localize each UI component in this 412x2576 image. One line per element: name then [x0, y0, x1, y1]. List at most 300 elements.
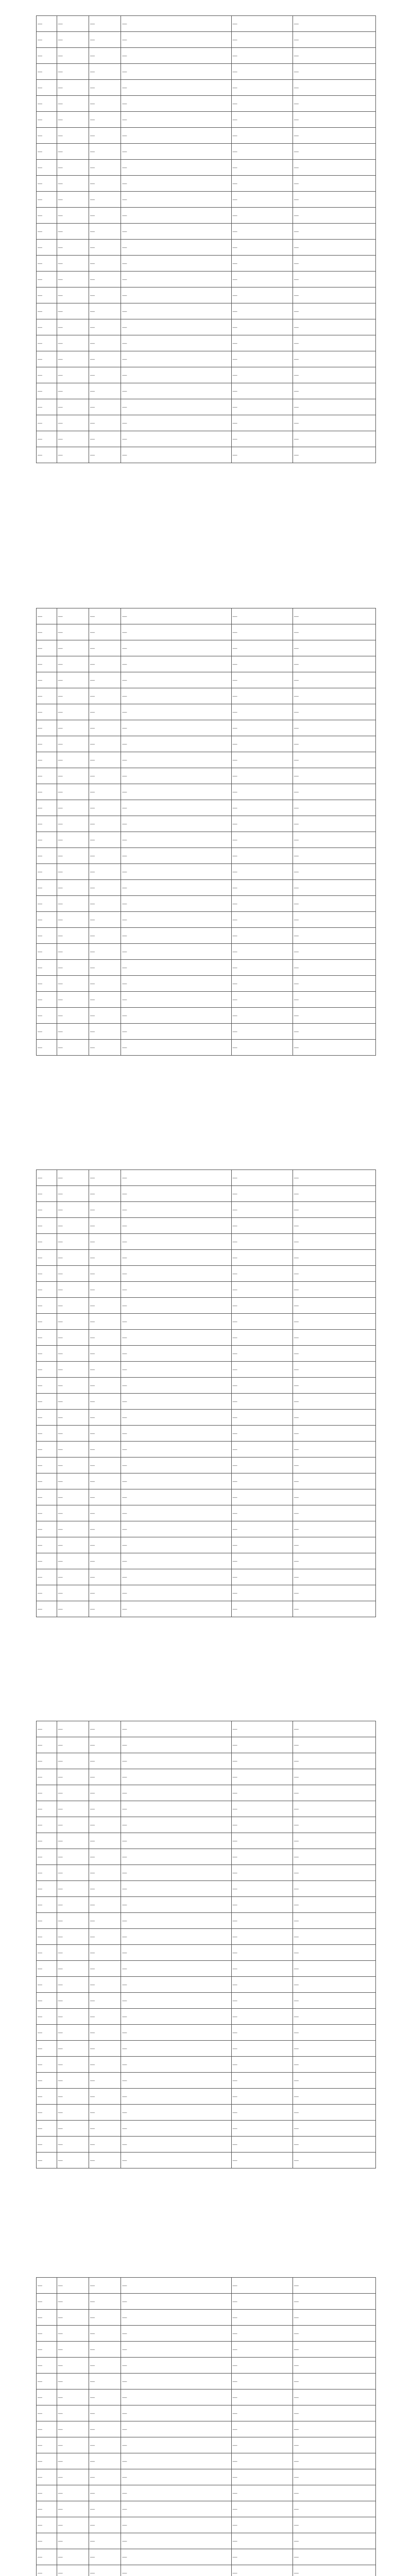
table-cell: — — [293, 1202, 375, 1218]
table-row — [37, 2437, 376, 2453]
table-cell: — — [231, 160, 293, 176]
table-cell: — — [89, 1250, 121, 1266]
table-row — [37, 848, 376, 864]
table-cell: — — [231, 640, 293, 656]
table-cell: — — [57, 176, 89, 192]
table-cell: — — [37, 1024, 57, 1040]
table-row — [37, 1553, 376, 1569]
table-cell: — — [121, 2453, 231, 2469]
table-cell: — — [121, 2549, 231, 2565]
table-cell: — — [121, 287, 231, 303]
table-cell: — — [57, 1040, 89, 1056]
table-cell: — — [121, 720, 231, 736]
table-cell: — — [37, 1553, 57, 1569]
table-cell: — — [57, 256, 89, 272]
table-cell: — — [89, 832, 121, 848]
table-cell: — — [89, 303, 121, 319]
table-cell: — — [231, 608, 293, 624]
table-cell: — — [231, 2358, 293, 2374]
table-cell: — — [57, 2469, 89, 2485]
table-cell: — — [231, 2374, 293, 2389]
table-cell: — — [293, 880, 375, 896]
table-cell: — — [231, 2437, 293, 2453]
table-cell: — — [89, 2565, 121, 2576]
table-cell: — — [89, 1024, 121, 1040]
table-cell: — — [57, 2389, 89, 2405]
table-cell: — — [37, 1330, 57, 1346]
table-cell: — — [89, 1585, 121, 1601]
table-cell: — — [121, 1298, 231, 1314]
table-cell: — — [231, 1569, 293, 1585]
table-cell: — — [89, 160, 121, 176]
table-cell: — — [231, 176, 293, 192]
table-cell: — — [293, 816, 375, 832]
table-row — [37, 335, 376, 351]
table-cell: — — [231, 2565, 293, 2576]
table-cell: — — [121, 1977, 231, 1993]
table-cell: — — [231, 48, 293, 64]
table-cell: — — [293, 752, 375, 768]
table-cell: — — [293, 656, 375, 672]
table-row — [37, 1785, 376, 1801]
table-cell: — — [231, 1250, 293, 1266]
table-cell: — — [231, 2326, 293, 2342]
table-row — [37, 256, 376, 272]
table-cell: — — [37, 256, 57, 272]
table-cell: — — [89, 688, 121, 704]
table-cell: — — [121, 1585, 231, 1601]
table-cell: — — [231, 976, 293, 992]
table-cell: — — [121, 1362, 231, 1378]
table-cell: — — [37, 2421, 57, 2437]
table-cell: — — [89, 2089, 121, 2105]
table-cell: — — [57, 208, 89, 224]
table-cell: — — [89, 2405, 121, 2421]
table-cell: — — [57, 367, 89, 383]
table-cell: — — [57, 1817, 89, 1833]
table-row — [37, 1769, 376, 1785]
table-cell: — — [293, 224, 375, 240]
table-cell: — — [293, 1170, 375, 1186]
table-cell: — — [121, 2358, 231, 2374]
table-cell: — — [57, 768, 89, 784]
table-cell: — — [57, 1737, 89, 1753]
table-cell: — — [89, 399, 121, 415]
table-cell: — — [37, 752, 57, 768]
table-cell: — — [121, 1537, 231, 1553]
table-cell: — — [57, 80, 89, 96]
table-cell: — — [121, 399, 231, 415]
table-cell: — — [121, 2310, 231, 2326]
table-cell: — — [121, 256, 231, 272]
table-cell: — — [37, 1521, 57, 1537]
table-cell: — — [231, 896, 293, 912]
table-cell: — — [37, 1753, 57, 1769]
table-cell: — — [37, 976, 57, 992]
table-cell: — — [293, 1601, 375, 1617]
table-row — [37, 736, 376, 752]
table-row — [37, 640, 376, 656]
table-cell: — — [37, 240, 57, 256]
table-cell: — — [121, 32, 231, 48]
table-cell: — — [89, 1721, 121, 1737]
table-cell: — — [231, 1977, 293, 1993]
table-cell: — — [121, 1250, 231, 1266]
table-cell: — — [121, 1569, 231, 1585]
table-cell: — — [57, 2121, 89, 2137]
table-cell: — — [57, 752, 89, 768]
table-cell: — — [231, 1521, 293, 1537]
table-cell: — — [37, 2533, 57, 2549]
table-cell: — — [293, 2073, 375, 2089]
table-cell: — — [231, 2009, 293, 2025]
table-cell: — — [231, 1753, 293, 1769]
table-cell: — — [57, 1945, 89, 1961]
table-cell: — — [57, 1785, 89, 1801]
table-cell: — — [57, 608, 89, 624]
table-cell: — — [57, 2009, 89, 2025]
table-cell: — — [231, 672, 293, 688]
table-row — [37, 2326, 376, 2342]
table-cell: — — [57, 431, 89, 447]
table-cell: — — [89, 144, 121, 160]
table-cell: — — [293, 2374, 375, 2389]
table-cell: — — [37, 2517, 57, 2533]
table-cell: — — [293, 1505, 375, 1521]
table-cell: — — [293, 1521, 375, 1537]
table-cell: — — [231, 399, 293, 415]
table-cell: — — [37, 2009, 57, 2025]
table-cell: — — [121, 2533, 231, 2549]
table-cell: — — [89, 2374, 121, 2389]
table-cell: — — [293, 1250, 375, 1266]
table-cell: — — [293, 1410, 375, 1426]
table-cell: — — [293, 1394, 375, 1410]
table-cell: — — [57, 1961, 89, 1977]
table-cell: — — [37, 784, 57, 800]
table-cell: — — [89, 1601, 121, 1617]
table-row — [37, 2517, 376, 2533]
table-cell: — — [231, 303, 293, 319]
table-cell: — — [37, 1410, 57, 1426]
table-cell: — — [121, 2057, 231, 2073]
table-cell: — — [57, 1929, 89, 1945]
table-cell: — — [231, 1378, 293, 1394]
table-row — [37, 768, 376, 784]
table-cell: — — [37, 2294, 57, 2310]
table-cell: — — [37, 1442, 57, 1458]
table-cell: — — [231, 1362, 293, 1378]
table-cell: — — [293, 2009, 375, 2025]
table-row — [37, 192, 376, 208]
table-cell: — — [57, 640, 89, 656]
table-cell: — — [89, 960, 121, 976]
table-cell: — — [89, 1865, 121, 1881]
table-cell: — — [89, 1426, 121, 1442]
table-row — [37, 1737, 376, 1753]
table-row — [37, 2009, 376, 2025]
table-cell: — — [293, 1897, 375, 1913]
table-cell: — — [89, 1008, 121, 1024]
table-cell: — — [57, 128, 89, 144]
table-cell: — — [57, 1569, 89, 1585]
table-cell: — — [121, 976, 231, 992]
table-row — [37, 1266, 376, 1282]
table-row — [37, 64, 376, 80]
table-cell: — — [57, 2501, 89, 2517]
table-cell: — — [89, 2517, 121, 2533]
table-cell: — — [121, 1473, 231, 1489]
table-cell: — — [121, 688, 231, 704]
table-cell: — — [231, 1234, 293, 1250]
table-row — [37, 688, 376, 704]
table-row — [37, 1801, 376, 1817]
table-cell: — — [57, 96, 89, 112]
table-cell: — — [89, 1769, 121, 1785]
table-cell: — — [231, 1785, 293, 1801]
table-cell: — — [121, 784, 231, 800]
table-cell: — — [293, 160, 375, 176]
table-cell: — — [121, 303, 231, 319]
table-cell: — — [89, 224, 121, 240]
table-cell: — — [37, 1833, 57, 1849]
table-cell: — — [37, 2437, 57, 2453]
table-row — [37, 832, 376, 848]
table-row — [37, 2565, 376, 2576]
table-cell: — — [121, 1426, 231, 1442]
table-cell: — — [293, 2025, 375, 2041]
table-cell: — — [293, 2105, 375, 2121]
table-cell: — — [37, 1234, 57, 1250]
table-cell: — — [37, 640, 57, 656]
table-cell: — — [293, 2294, 375, 2310]
table-cell: — — [37, 656, 57, 672]
table-cell: — — [37, 1865, 57, 1881]
table-cell: — — [121, 1929, 231, 1945]
table-cell: — — [121, 1945, 231, 1961]
table-cell: — — [37, 1170, 57, 1186]
table-cell: — — [89, 912, 121, 928]
table-cell: — — [57, 672, 89, 688]
table-cell: — — [89, 2294, 121, 2310]
table-cell: — — [89, 2326, 121, 2342]
table-cell: — — [89, 2121, 121, 2137]
table-cell: — — [89, 112, 121, 128]
table-cell: — — [121, 447, 231, 463]
table-cell: — — [89, 2073, 121, 2089]
table-cell: — — [57, 112, 89, 128]
table-cell: — — [37, 224, 57, 240]
table-cell: — — [231, 624, 293, 640]
table-cell: — — [57, 144, 89, 160]
table-cell: — — [89, 1993, 121, 2009]
table-cell: — — [57, 1442, 89, 1458]
table-cell: — — [293, 1489, 375, 1505]
table-cell: — — [121, 2294, 231, 2310]
table-cell: — — [89, 16, 121, 32]
table-cell: — — [89, 1521, 121, 1537]
table-cell: — — [89, 1897, 121, 1913]
table-cell: — — [57, 1282, 89, 1298]
table-cell: — — [121, 2437, 231, 2453]
table-cell: — — [37, 16, 57, 32]
table-cell: — — [89, 2421, 121, 2437]
table-cell: — — [89, 1977, 121, 1993]
table-cell: — — [231, 2294, 293, 2310]
table-cell: — — [231, 1849, 293, 1865]
table-cell: — — [57, 1346, 89, 1362]
table-row — [37, 16, 376, 32]
table-cell: — — [121, 319, 231, 335]
table-row — [37, 2073, 376, 2089]
table-cell: — — [89, 992, 121, 1008]
table-row — [37, 1426, 376, 1442]
table-cell: — — [293, 2342, 375, 2358]
table-row — [37, 399, 376, 415]
table-cell: — — [121, 431, 231, 447]
table-cell: — — [231, 224, 293, 240]
table-cell: — — [37, 367, 57, 383]
table-cell: — — [57, 272, 89, 287]
table-cell: — — [293, 784, 375, 800]
table-row — [37, 1234, 376, 1250]
table-row — [37, 32, 376, 48]
table-cell: — — [37, 431, 57, 447]
table-cell: — — [231, 1721, 293, 1737]
table-cell: — — [37, 383, 57, 399]
table-cell: — — [121, 2278, 231, 2294]
table-cell: — — [57, 1266, 89, 1282]
table-cell: — — [231, 1737, 293, 1753]
table-cell: — — [37, 912, 57, 928]
table-row — [37, 96, 376, 112]
table-cell: — — [37, 1721, 57, 1737]
table-cell: — — [57, 688, 89, 704]
table-cell: — — [293, 1801, 375, 1817]
table-cell: — — [57, 2358, 89, 2374]
table-cell: — — [293, 319, 375, 335]
table-cell: — — [121, 992, 231, 1008]
table-cell: — — [231, 720, 293, 736]
table-cell: — — [37, 208, 57, 224]
table-cell: — — [231, 1489, 293, 1505]
table-cell: — — [231, 912, 293, 928]
table-cell: — — [121, 704, 231, 720]
table-cell: — — [121, 1008, 231, 1024]
table-cell: — — [231, 736, 293, 752]
table-cell: — — [121, 272, 231, 287]
table-cell: — — [57, 1505, 89, 1521]
table-cell: — — [89, 240, 121, 256]
table-cell: — — [57, 736, 89, 752]
table-cell: — — [231, 1266, 293, 1282]
table-cell: — — [293, 1785, 375, 1801]
table-row — [37, 896, 376, 912]
table-cell: — — [89, 1753, 121, 1769]
table-cell: — — [57, 1537, 89, 1553]
table-cell: — — [37, 2057, 57, 2073]
table-cell: — — [89, 272, 121, 287]
table-cell: — — [293, 1266, 375, 1282]
table-cell: — — [89, 720, 121, 736]
table-row — [37, 80, 376, 96]
table-cell: — — [293, 32, 375, 48]
table-cell: — — [293, 1442, 375, 1458]
table-cell: — — [37, 1202, 57, 1218]
table-row — [37, 415, 376, 431]
table-cell: — — [231, 415, 293, 431]
table-row — [37, 912, 376, 928]
table-row — [37, 1521, 376, 1537]
table-cell: — — [293, 2358, 375, 2374]
table-cell: — — [121, 1234, 231, 1250]
table-cell: — — [121, 1817, 231, 1833]
table-cell: — — [121, 112, 231, 128]
table-cell: — — [37, 1769, 57, 1785]
table-cell: — — [37, 272, 57, 287]
table-cell: — — [57, 2549, 89, 2565]
table-cell: — — [231, 319, 293, 335]
table-cell: — — [231, 351, 293, 367]
table-cell: — — [231, 2549, 293, 2565]
table-cell: — — [121, 80, 231, 96]
table-cell: — — [57, 1186, 89, 1202]
table-cell: — — [293, 2153, 375, 2168]
table-cell: — — [89, 2501, 121, 2517]
table-row — [37, 2358, 376, 2374]
table-cell: — — [89, 32, 121, 48]
table-cell: — — [293, 399, 375, 415]
table-cell: — — [57, 2310, 89, 2326]
table-cell: — — [231, 1833, 293, 1849]
table-cell: — — [57, 624, 89, 640]
table-cell: — — [89, 1553, 121, 1569]
table-cell: — — [293, 112, 375, 128]
table-cell: — — [231, 1008, 293, 1024]
table-cell: — — [89, 2485, 121, 2501]
table-cell: — — [37, 1458, 57, 1473]
table-cell: — — [293, 800, 375, 816]
table-row — [37, 1489, 376, 1505]
table-cell: — — [89, 1266, 121, 1282]
table-cell: — — [57, 656, 89, 672]
table-cell: — — [121, 1521, 231, 1537]
table-cell: — — [37, 1993, 57, 2009]
table-row — [37, 1040, 376, 1056]
table-row — [37, 2137, 376, 2153]
table-cell: — — [37, 96, 57, 112]
table-cell: — — [37, 128, 57, 144]
table-cell: — — [57, 1008, 89, 1024]
table-cell: — — [37, 2565, 57, 2576]
table-cell: — — [89, 2105, 121, 2121]
table-row — [37, 367, 376, 383]
table-cell: — — [231, 2405, 293, 2421]
table-cell: — — [57, 1753, 89, 1769]
table-cell: — — [57, 160, 89, 176]
table-cell: — — [57, 1170, 89, 1186]
table-cell: — — [231, 1314, 293, 1330]
table-row — [37, 1330, 376, 1346]
table-cell: — — [231, 1330, 293, 1346]
table-cell: — — [57, 2517, 89, 2533]
table-cell: — — [37, 1489, 57, 1505]
table-row — [37, 1346, 376, 1362]
table-cell: — — [231, 1346, 293, 1362]
table-cell: — — [293, 1721, 375, 1737]
table-row — [37, 1473, 376, 1489]
table-cell: — — [293, 2310, 375, 2326]
